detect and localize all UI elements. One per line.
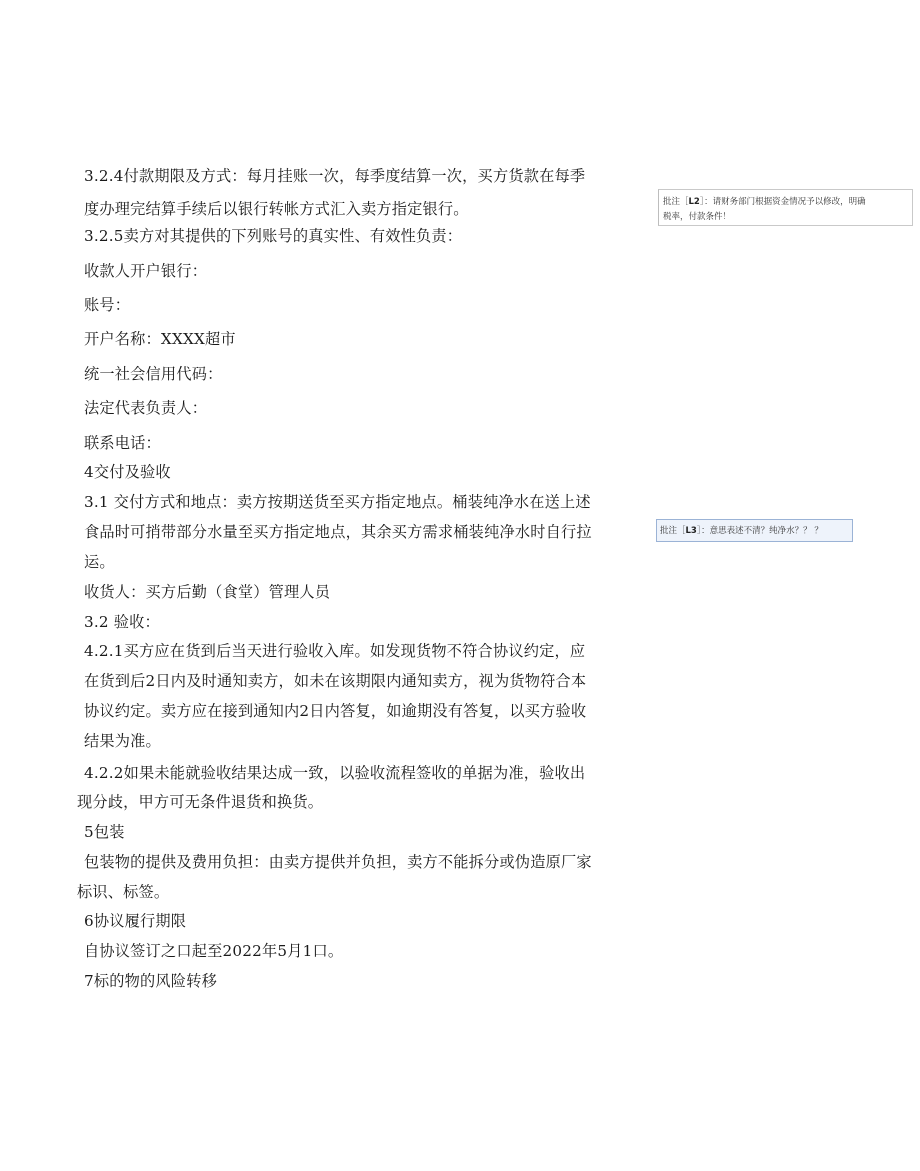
comment-balloon-l3[interactable]: [656, 519, 853, 542]
comment-label: L3: [685, 526, 697, 536]
account-number-field: 账号：: [84, 296, 131, 314]
clause-4-2-2-line-1: 4.2.2如果未能就验收结果达成一致，以验收流程签收的单据为准，验收出: [84, 764, 586, 782]
comment-balloon-l2[interactable]: [658, 189, 913, 226]
clause-3-2-4-line-1: 3.2.4付款期限及方式：每月挂账一次，每季度结算一次，买方货款在每季: [84, 167, 586, 185]
clause-3-2-4-line-2: 度办理完结算手续后以银行转帐方式汇入卖方指定银行。: [84, 200, 469, 218]
section-4-heading: 4交付及验收: [84, 463, 171, 481]
section-7-heading: 7标的物的风险转移: [84, 972, 217, 990]
comment-l2-line-1: [663, 195, 908, 210]
comment-text: ］：请财务部门根据资金情况予以修改，明确: [699, 197, 866, 207]
clause-4-2-1-line-2: 在货到后2日内及时通知卖方，如未在该期限内通知卖方，视为货物符合本: [84, 672, 587, 690]
clause-3-2-heading: 3.2 验收：: [84, 613, 160, 631]
comment-text: ］：意思表述不清？纯净水？？ ？: [696, 526, 823, 536]
section-6-heading: 6协议履行期限: [84, 912, 187, 930]
phone-field: 联系电话：: [84, 434, 161, 452]
packaging-line-2: 标识、标签。: [77, 883, 170, 901]
receiver-line: 收货人：买方后勤（食堂）管理人员: [84, 583, 331, 601]
clause-4-2-1-line-3: 协议约定。卖方应在接到通知内2日内答复，如逾期没有答复，以买方验收: [84, 702, 587, 720]
comment-label: L2: [688, 197, 700, 207]
comment-prefix: 批注［: [660, 526, 686, 536]
credit-code-field: 统一社会信用代码：: [84, 365, 223, 383]
comment-l2-line-2: 税率，付款条件！: [663, 212, 732, 222]
term-line: 自协议签订之口起至2022年5月1口。: [84, 942, 344, 960]
legal-representative-field: 法定代表负责人：: [84, 399, 208, 417]
comment-prefix: 批注［: [663, 197, 689, 207]
clause-3-2-5: 3.2.5卖方对其提供的下列账号的真实性、有效性负责：: [84, 227, 463, 245]
clause-3-1-line-3: 运。: [84, 553, 115, 571]
clause-3-1-line-1: 3.1 交付方式和地点：卖方按期送货至买方指定地点。桶装纯净水在送上述: [84, 493, 591, 511]
section-5-heading: 5包装: [84, 823, 125, 841]
clause-4-2-1-line-1: 4.2.1买方应在货到后当天进行验收入库。如发现货物不符合协议约定，应: [84, 642, 586, 660]
packaging-line-1: 包装物的提供及费用负担：由卖方提供并负担，卖方不能拆分或伪造原厂家: [84, 853, 592, 871]
clause-4-2-2-line-2: 现分歧，甲方可无条件退货和换货。: [77, 793, 324, 811]
clause-3-1-line-2: 食品时可捎带部分水量至买方指定地点，其余买方需求桶装纯净水时自行拉: [84, 523, 592, 541]
clause-4-2-1-line-4: 结果为准。: [84, 732, 161, 750]
account-name-field: 开户名称：XXXX超市: [84, 330, 236, 348]
payee-bank-field: 收款人开户银行：: [84, 262, 208, 280]
